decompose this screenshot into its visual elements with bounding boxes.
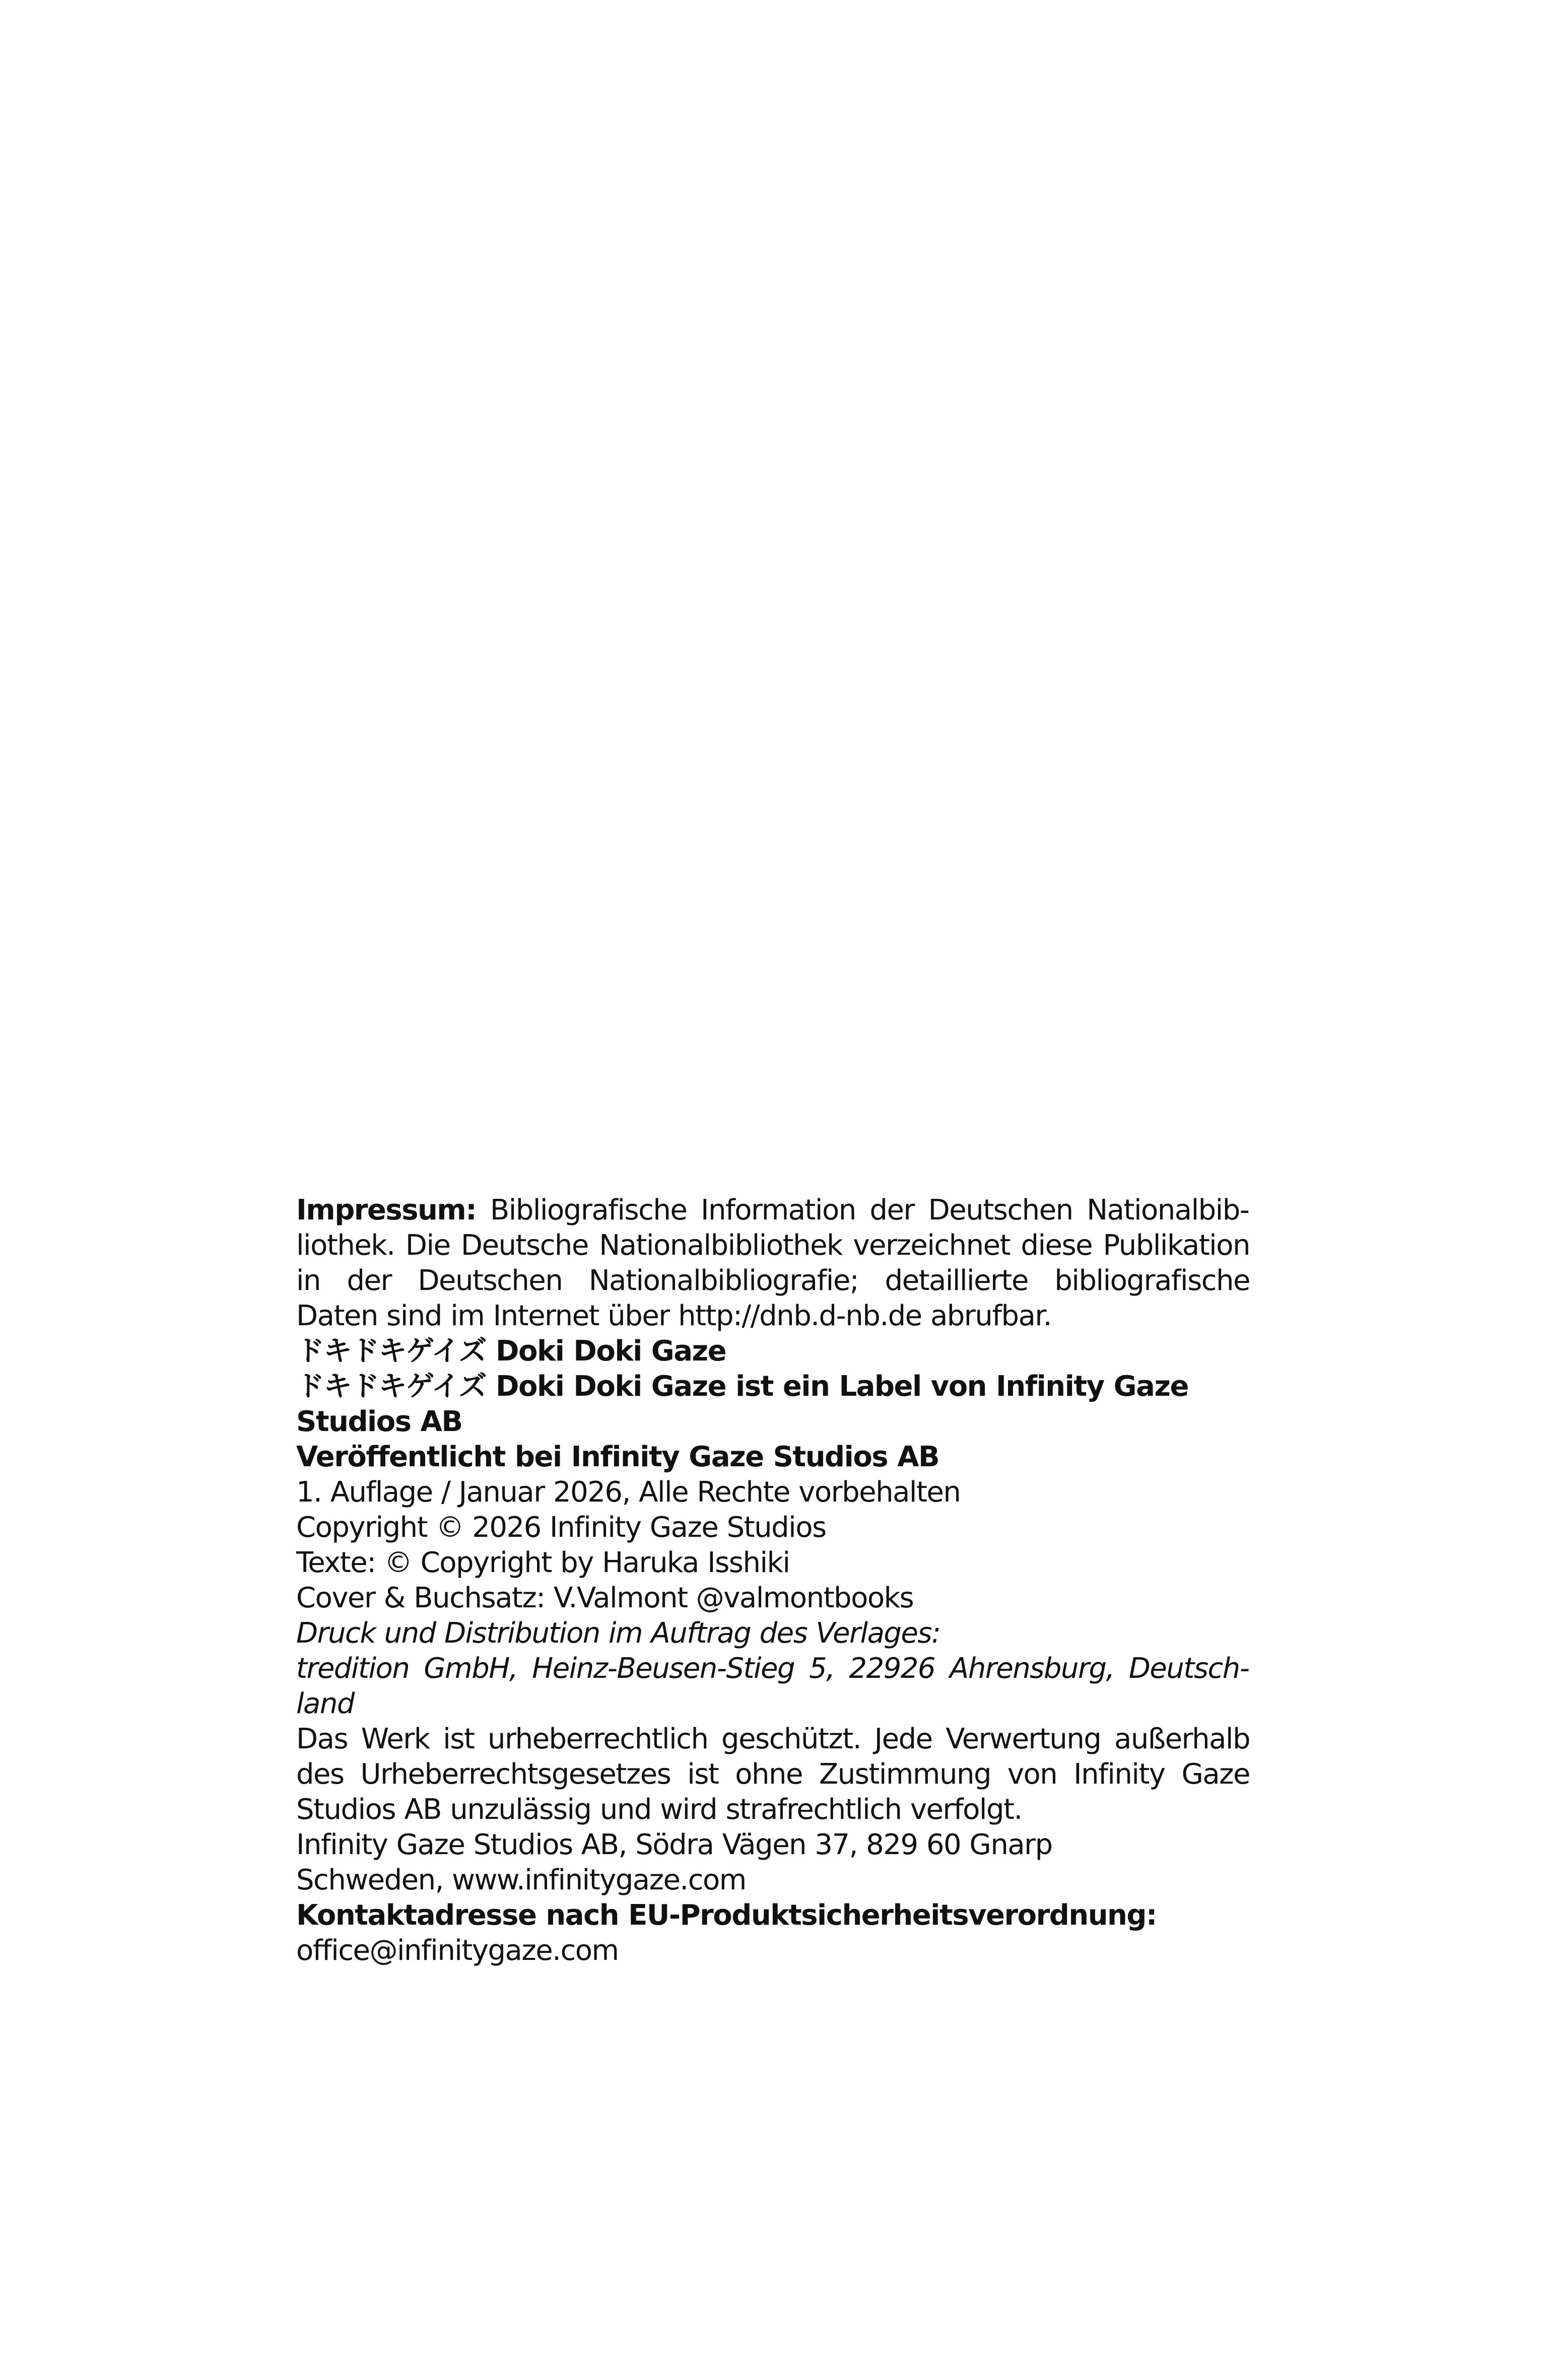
publisher-line: Veröffentlicht bei Infinity Gaze Studios AB: [296, 1441, 939, 1473]
copyright-line: Copyright © 2026 Infinity Gaze Studios: [296, 1511, 826, 1544]
bibliographic-text: Bibliografische Information der Deutschen Nationalbibliothek. Die Deutsche Nationalbibliothek verzeichnet diese Publikation in der Deutschen Nationalbibliografie; detaillierte bibliografische Daten sind im Internet über http://dnb.d-nb.de abrufbar.: [296, 1194, 1250, 1332]
imprint-block: [296, 1193, 1250, 1968]
edition-line: 1. Auflage / Januar 2026, Alle Rechte vorbehalten: [296, 1476, 961, 1509]
label-name: ドキドキゲイズ Doki Doki Gaze: [296, 1335, 726, 1368]
texts-credit: Texte: © Copyright by Haruka Isshiki: [296, 1546, 790, 1579]
contact-email: office@infinitygaze.com: [296, 1934, 619, 1967]
impressum-label: Impressum:: [296, 1194, 477, 1227]
address-line-2: Schweden, www.infinitygaze.com: [296, 1864, 746, 1896]
label-statement: ドキドキゲイズ Doki Doki Gaze ist ein Label von Infinity Gaze Studios AB: [296, 1370, 1188, 1438]
address-line-1: Infinity Gaze Studios AB, Södra Vägen 37, 829 60 Gnarp: [296, 1828, 1052, 1861]
cover-credit: Cover & Buchsatz: V.Valmont @valmontbooks: [296, 1582, 914, 1614]
contact-heading: Kontaktadresse nach EU-Produktsicherheitsverordnung:: [296, 1899, 1157, 1932]
bibliographic-info: [296, 1193, 1250, 1334]
rights-notice: Das Werk ist urheberrechtlich geschützt. Jede Verwertung außerhalb des Urheberrechtsgesetzes ist ohne Zustimmung von Infinity Gaze Studios AB unzulässig und wird strafrechtlich verfolgt.: [296, 1723, 1250, 1826]
print-heading: Druck und Distribution im Auftrag des Verlages:: [296, 1617, 940, 1650]
print-address: tredition GmbH, Heinz-Beusen-Stieg 5, 22926 Ahrensburg, Deutschland: [296, 1652, 1250, 1720]
